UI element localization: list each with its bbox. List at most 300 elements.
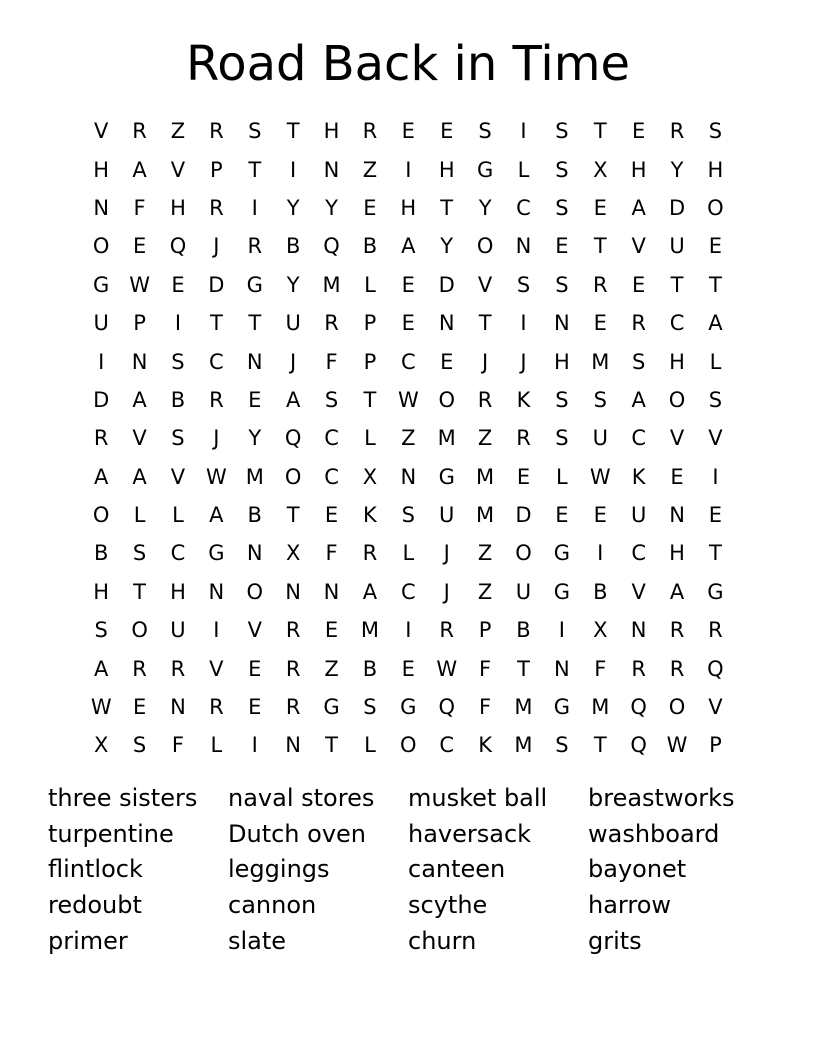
word-list-item: redoubt bbox=[48, 890, 142, 919]
grid-letter: N bbox=[208, 579, 225, 604]
grid-letter: K bbox=[631, 464, 646, 489]
grid-letter: F bbox=[325, 349, 338, 374]
grid-letter: E bbox=[248, 387, 262, 412]
grid-letter: L bbox=[517, 157, 530, 182]
grid-letter: S bbox=[478, 119, 492, 144]
grid-letter: S bbox=[593, 387, 607, 412]
grid-letter: M bbox=[514, 695, 533, 720]
grid-letter: B bbox=[362, 656, 378, 681]
grid-letter: N bbox=[438, 311, 455, 336]
word-list-row bbox=[48, 887, 768, 923]
grid-letter: H bbox=[669, 349, 685, 374]
grid-letter: Q bbox=[284, 426, 302, 451]
grid-letter: S bbox=[171, 349, 185, 374]
grid-letter: S bbox=[555, 119, 569, 144]
grid-letter: H bbox=[669, 541, 685, 566]
grid-letter: U bbox=[170, 618, 186, 643]
grid-letter: S bbox=[555, 426, 569, 451]
grid-letter: C bbox=[669, 311, 685, 336]
grid-letter: V bbox=[708, 426, 723, 451]
grid-letter: Y bbox=[286, 272, 300, 297]
grid-letter: N bbox=[131, 349, 148, 374]
grid-letter: T bbox=[593, 234, 607, 259]
grid-letter: G bbox=[553, 579, 571, 604]
grid-letter: S bbox=[363, 695, 377, 720]
grid-letter: S bbox=[132, 541, 147, 566]
grid-letter: D bbox=[668, 195, 686, 220]
grid-letter: T bbox=[440, 195, 454, 220]
word-list-item: scythe bbox=[408, 890, 488, 919]
grid-row bbox=[82, 266, 736, 304]
grid-letter: U bbox=[669, 234, 685, 259]
grid-letter: E bbox=[248, 695, 262, 720]
grid-row bbox=[82, 458, 736, 496]
grid-letter: Y bbox=[325, 195, 338, 220]
word-list bbox=[48, 780, 768, 958]
grid-letter: A bbox=[401, 234, 416, 259]
grid-letter: R bbox=[285, 618, 301, 643]
grid-row bbox=[82, 611, 736, 649]
grid-letter: S bbox=[132, 733, 147, 758]
grid-letter: N bbox=[285, 733, 301, 758]
grid-letter: K bbox=[478, 733, 492, 758]
grid-letter: I bbox=[174, 311, 182, 336]
grid-row bbox=[82, 496, 736, 534]
grid-letter: S bbox=[248, 119, 262, 144]
grid-letter: E bbox=[401, 272, 415, 297]
grid-letter: B bbox=[285, 234, 301, 259]
grid-row bbox=[82, 189, 736, 227]
grid-letter: S bbox=[401, 503, 415, 528]
grid-letter: R bbox=[669, 656, 685, 681]
word-list-item: churn bbox=[408, 926, 477, 955]
grid-letter: B bbox=[170, 387, 186, 412]
grid-letter: G bbox=[553, 695, 571, 720]
grid-letter: Z bbox=[401, 426, 416, 451]
grid-letter: M bbox=[322, 272, 341, 297]
grid-letter: G bbox=[476, 157, 494, 182]
grid-letter: N bbox=[246, 541, 263, 566]
grid-letter: H bbox=[438, 157, 455, 182]
grid-letter: X bbox=[593, 618, 608, 643]
grid-letter: I bbox=[405, 618, 412, 643]
grid-letter: E bbox=[132, 695, 147, 720]
grid-letter: E bbox=[593, 503, 607, 528]
word-list-row bbox=[48, 851, 768, 887]
grid-letter: S bbox=[555, 387, 569, 412]
grid-row bbox=[82, 381, 736, 419]
grid-letter: U bbox=[439, 503, 455, 528]
grid-letter: N bbox=[246, 349, 263, 374]
grid-row bbox=[82, 419, 736, 457]
grid-letter: R bbox=[708, 618, 723, 643]
grid-letter: C bbox=[324, 464, 339, 489]
grid-letter: D bbox=[208, 272, 225, 297]
grid-letter: J bbox=[290, 349, 297, 374]
grid-letter: I bbox=[213, 618, 220, 643]
grid-letter: E bbox=[440, 349, 454, 374]
grid-letter: T bbox=[248, 157, 262, 182]
grid-letter: A bbox=[132, 387, 147, 412]
grid-letter: F bbox=[479, 695, 492, 720]
word-list-item: flintlock bbox=[48, 855, 143, 884]
grid-letter: K bbox=[516, 387, 531, 412]
grid-letter: L bbox=[133, 503, 146, 528]
grid-letter: E bbox=[401, 119, 415, 144]
grid-letter: R bbox=[209, 695, 224, 720]
grid-letter: P bbox=[363, 311, 377, 336]
grid-letter: Q bbox=[438, 695, 455, 720]
grid-letter: R bbox=[93, 426, 109, 451]
grid-letter: N bbox=[93, 195, 110, 220]
grid-letter: R bbox=[247, 234, 263, 259]
grid-letter: O bbox=[284, 464, 302, 489]
grid-letter: W bbox=[436, 656, 458, 681]
grid-letter: O bbox=[515, 541, 532, 566]
grid-letter: T bbox=[209, 311, 223, 336]
grid-letter: H bbox=[630, 157, 647, 182]
grid-letter: O bbox=[400, 733, 417, 758]
grid-letter: W bbox=[205, 464, 227, 489]
grid-letter: E bbox=[593, 195, 607, 220]
word-list-item: naval stores bbox=[228, 783, 375, 812]
grid-letter: R bbox=[209, 119, 224, 144]
grid-letter: L bbox=[172, 503, 184, 528]
grid-letter: G bbox=[208, 541, 225, 566]
grid-letter: R bbox=[631, 311, 646, 336]
grid-letter: T bbox=[478, 311, 492, 336]
grid-letter: M bbox=[476, 503, 495, 528]
grid-letter: R bbox=[477, 387, 493, 412]
grid-letter: C bbox=[170, 541, 186, 566]
grid-letter: B bbox=[247, 503, 262, 528]
grid-letter: V bbox=[669, 426, 685, 451]
grid-letter: T bbox=[286, 119, 300, 144]
grid-letter: Z bbox=[324, 656, 339, 681]
grid-letter: S bbox=[708, 387, 723, 412]
grid-letter: P bbox=[363, 349, 377, 374]
grid-letter: S bbox=[171, 426, 185, 451]
grid-letter: X bbox=[593, 157, 608, 182]
grid-letter: A bbox=[209, 503, 224, 528]
grid-letter: F bbox=[479, 656, 492, 681]
grid-letter: V bbox=[631, 234, 646, 259]
word-list-item: breastworks bbox=[588, 783, 735, 812]
grid-letter: L bbox=[709, 349, 722, 374]
grid-letter: C bbox=[209, 349, 224, 374]
grid-letter: Q bbox=[707, 656, 724, 681]
grid-letter: O bbox=[438, 387, 455, 412]
grid-letter: Z bbox=[477, 579, 493, 604]
grid-letter: E bbox=[401, 311, 415, 336]
grid-letter: T bbox=[709, 541, 722, 566]
grid-letter: V bbox=[170, 464, 186, 489]
word-list-row bbox=[48, 816, 768, 852]
grid-letter: C bbox=[400, 349, 416, 374]
grid-letter: H bbox=[707, 157, 724, 182]
grid-letter: C bbox=[631, 426, 646, 451]
grid-row bbox=[82, 534, 736, 572]
grid-letter: C bbox=[439, 733, 455, 758]
grid-letter: S bbox=[555, 195, 569, 220]
grid-letter: E bbox=[324, 503, 339, 528]
grid-letter: S bbox=[516, 272, 531, 297]
letter-grid bbox=[82, 112, 736, 765]
grid-letter: Z bbox=[477, 426, 493, 451]
grid-letter: I bbox=[251, 195, 258, 220]
grid-letter: N bbox=[554, 656, 570, 681]
grid-letter: T bbox=[670, 272, 684, 297]
grid-letter: S bbox=[555, 272, 569, 297]
word-list-item: grits bbox=[588, 926, 642, 955]
grid-letter: G bbox=[707, 579, 724, 604]
word-list-item: leggings bbox=[228, 855, 330, 884]
grid-letter: H bbox=[170, 195, 186, 220]
grid-letter: R bbox=[669, 618, 685, 643]
grid-letter: S bbox=[94, 618, 108, 643]
grid-letter: R bbox=[285, 695, 301, 720]
grid-letter: O bbox=[476, 234, 494, 259]
grid-letter: Q bbox=[323, 234, 340, 259]
grid-row bbox=[82, 112, 736, 150]
grid-letter: U bbox=[592, 426, 608, 451]
grid-letter: F bbox=[133, 195, 146, 220]
grid-letter: N bbox=[515, 234, 532, 259]
grid-letter: Y bbox=[286, 195, 300, 220]
grid-letter: T bbox=[286, 503, 300, 528]
grid-letter: A bbox=[132, 157, 147, 182]
grid-letter: E bbox=[401, 656, 415, 681]
grid-letter: P bbox=[709, 733, 722, 758]
grid-letter: J bbox=[482, 349, 489, 374]
grid-letter: V bbox=[94, 119, 109, 144]
grid-letter: O bbox=[92, 234, 110, 259]
grid-letter: S bbox=[708, 119, 723, 144]
grid-letter: R bbox=[170, 656, 186, 681]
grid-letter: R bbox=[439, 618, 454, 643]
grid-letter: U bbox=[630, 503, 647, 528]
grid-letter: L bbox=[210, 733, 223, 758]
grid-letter: T bbox=[325, 733, 338, 758]
grid-letter: T bbox=[709, 272, 722, 297]
grid-letter: R bbox=[324, 311, 339, 336]
grid-letter: L bbox=[364, 733, 376, 758]
grid-letter: A bbox=[132, 464, 147, 489]
grid-letter: R bbox=[631, 656, 646, 681]
grid-letter: H bbox=[323, 119, 340, 144]
grid-letter: N bbox=[630, 618, 647, 643]
grid-letter: H bbox=[170, 579, 186, 604]
grid-letter: M bbox=[360, 618, 379, 643]
grid-letter: T bbox=[133, 579, 146, 604]
grid-letter: O bbox=[668, 695, 686, 720]
grid-letter: S bbox=[555, 157, 569, 182]
grid-letter: V bbox=[708, 695, 723, 720]
grid-letter: Y bbox=[440, 234, 454, 259]
grid-letter: I bbox=[712, 464, 719, 489]
grid-letter: B bbox=[362, 234, 378, 259]
grid-letter: Q bbox=[630, 733, 647, 758]
grid-letter: E bbox=[132, 234, 147, 259]
grid-letter: A bbox=[708, 311, 723, 336]
grid-letter: U bbox=[93, 311, 109, 336]
grid-letter: R bbox=[362, 541, 378, 566]
grid-letter: I bbox=[558, 618, 565, 643]
word-list-item: bayonet bbox=[588, 855, 687, 884]
grid-letter: O bbox=[707, 195, 724, 220]
grid-letter: Z bbox=[362, 157, 378, 182]
grid-letter: R bbox=[209, 387, 224, 412]
grid-row bbox=[82, 573, 736, 611]
grid-letter: R bbox=[669, 119, 685, 144]
grid-letter: A bbox=[362, 579, 378, 604]
word-list-item: cannon bbox=[228, 890, 317, 919]
grid-letter: H bbox=[93, 579, 110, 604]
grid-letter: I bbox=[597, 541, 604, 566]
grid-letter: M bbox=[245, 464, 264, 489]
grid-letter: A bbox=[631, 387, 646, 412]
grid-letter: E bbox=[248, 656, 262, 681]
grid-letter: L bbox=[364, 426, 376, 451]
grid-letter: V bbox=[247, 618, 262, 643]
grid-letter: C bbox=[400, 579, 416, 604]
grid-letter: V bbox=[132, 426, 147, 451]
grid-letter: W bbox=[666, 733, 688, 758]
grid-letter: I bbox=[290, 157, 297, 182]
grid-letter: E bbox=[171, 272, 185, 297]
grid-letter: M bbox=[591, 349, 610, 374]
grid-letter: D bbox=[515, 503, 532, 528]
grid-letter: L bbox=[364, 272, 376, 297]
grid-letter: F bbox=[325, 541, 338, 566]
grid-letter: G bbox=[553, 541, 571, 566]
grid-letter: R bbox=[209, 195, 224, 220]
grid-letter: G bbox=[400, 695, 417, 720]
grid-letter: N bbox=[285, 579, 301, 604]
grid-letter: Z bbox=[477, 541, 493, 566]
word-list-item: haversack bbox=[408, 819, 532, 848]
grid-letter: I bbox=[520, 119, 527, 144]
grid-letter: J bbox=[213, 234, 220, 259]
grid-letter: T bbox=[517, 656, 530, 681]
grid-letter: T bbox=[593, 733, 607, 758]
grid-letter: E bbox=[670, 464, 684, 489]
grid-letter: A bbox=[669, 579, 685, 604]
grid-letter: L bbox=[402, 541, 415, 566]
grid-letter: E bbox=[632, 119, 646, 144]
grid-letter: M bbox=[591, 695, 610, 720]
grid-letter: S bbox=[631, 349, 646, 374]
grid-letter: A bbox=[285, 387, 301, 412]
grid-letter: E bbox=[593, 311, 607, 336]
grid-letter: V bbox=[170, 157, 186, 182]
grid-letter: H bbox=[93, 157, 110, 182]
grid-letter: Y bbox=[478, 195, 492, 220]
grid-letter: A bbox=[631, 195, 646, 220]
grid-letter: C bbox=[516, 195, 531, 220]
grid-letter: T bbox=[363, 387, 377, 412]
grid-letter: L bbox=[556, 464, 568, 489]
grid-letter: A bbox=[94, 656, 109, 681]
grid-letter: W bbox=[129, 272, 150, 297]
grid-letter: U bbox=[285, 311, 301, 336]
grid-letter: J bbox=[520, 349, 527, 374]
grid-letter: G bbox=[438, 464, 455, 489]
grid-letter: I bbox=[251, 733, 258, 758]
grid-letter: R bbox=[362, 119, 378, 144]
grid-letter: W bbox=[90, 695, 112, 720]
grid-letter: Y bbox=[670, 157, 684, 182]
grid-letter: K bbox=[363, 503, 377, 528]
grid-letter: W bbox=[397, 387, 419, 412]
grid-letter: E bbox=[708, 503, 723, 528]
grid-letter: X bbox=[285, 541, 301, 566]
grid-letter: V bbox=[477, 272, 493, 297]
grid-letter: I bbox=[520, 311, 527, 336]
grid-letter: S bbox=[555, 733, 569, 758]
grid-letter: N bbox=[323, 579, 340, 604]
word-list-item: slate bbox=[228, 926, 287, 955]
grid-letter: S bbox=[324, 387, 339, 412]
grid-letter: E bbox=[708, 234, 723, 259]
grid-letter: O bbox=[92, 503, 110, 528]
grid-letter: E bbox=[324, 618, 339, 643]
grid-letter: B bbox=[593, 579, 608, 604]
grid-letter: E bbox=[632, 272, 646, 297]
grid-row bbox=[82, 150, 736, 188]
grid-row bbox=[82, 726, 736, 764]
grid-letter: J bbox=[443, 579, 450, 604]
grid-row bbox=[82, 304, 736, 342]
grid-letter: U bbox=[515, 579, 532, 604]
grid-letter: X bbox=[362, 464, 378, 489]
grid-letter: R bbox=[592, 272, 608, 297]
word-list-row bbox=[48, 780, 768, 816]
word-list-item: turpentine bbox=[48, 819, 174, 848]
grid-letter: P bbox=[478, 618, 492, 643]
grid-letter: P bbox=[133, 311, 146, 336]
grid-letter: N bbox=[170, 695, 186, 720]
grid-letter: Z bbox=[170, 119, 186, 144]
grid-letter: R bbox=[285, 656, 301, 681]
grid-letter: I bbox=[98, 349, 105, 374]
grid-letter: J bbox=[443, 541, 450, 566]
grid-letter: M bbox=[514, 733, 533, 758]
grid-letter: R bbox=[516, 426, 531, 451]
grid-letter: E bbox=[555, 503, 569, 528]
grid-letter: N bbox=[554, 311, 570, 336]
word-list-item: Dutch oven bbox=[228, 819, 366, 848]
grid-letter: O bbox=[246, 579, 264, 604]
grid-letter: G bbox=[323, 695, 340, 720]
grid-letter: E bbox=[516, 464, 531, 489]
grid-letter: Q bbox=[169, 234, 187, 259]
grid-letter: I bbox=[405, 157, 412, 182]
grid-letter: E bbox=[555, 234, 569, 259]
grid-letter: P bbox=[210, 157, 223, 182]
grid-letter: D bbox=[438, 272, 455, 297]
grid-letter: C bbox=[324, 426, 339, 451]
grid-letter: E bbox=[363, 195, 377, 220]
grid-letter: A bbox=[94, 464, 109, 489]
grid-letter: T bbox=[593, 119, 607, 144]
grid-letter: E bbox=[440, 119, 454, 144]
grid-letter: M bbox=[476, 464, 495, 489]
grid-letter: Q bbox=[630, 695, 647, 720]
grid-letter: V bbox=[209, 656, 224, 681]
grid-letter: J bbox=[213, 426, 220, 451]
word-list-item: harrow bbox=[588, 890, 672, 919]
